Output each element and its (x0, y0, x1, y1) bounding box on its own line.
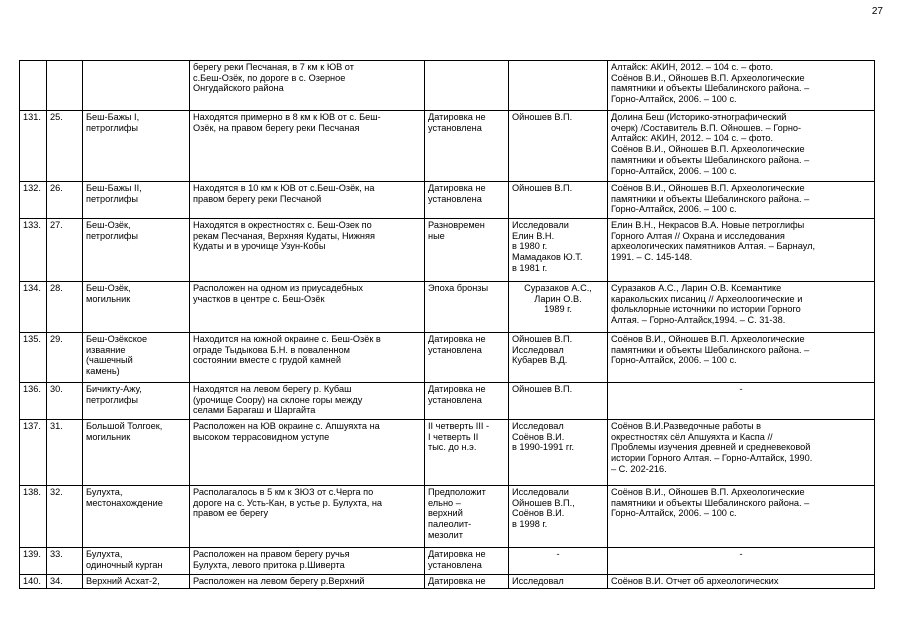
monument-name-cell: Булухта, одиночный курган (83, 548, 190, 575)
monument-name-cell: Беш-Бажы I, петроглифы (83, 111, 190, 182)
row-number-cell: 133. (20, 219, 47, 282)
researcher-cell: Ойношев В.П. Исследовал Кубарев В.Д. (509, 333, 608, 383)
monument-name-cell: Бичикту-Ажу, петроглифы (83, 383, 190, 420)
monument-name-cell: Булухта, местонахождение (83, 486, 190, 548)
literature-cell: Долина Беш (Историко-этнографический очерк) /Составитель В.П. Ойношев. – Горно- Алтайск: АКИН, 2012. – 104 с. – фото. Соёнов В.И., Ойношев В.П. Археологические памятники и объекты Шебалинского района. – Горно-Алтайск, 2006. – 100 с. (608, 111, 875, 182)
dating-cell: Датировка не установлена (425, 111, 509, 182)
table-row (20, 383, 875, 420)
literature-cell: Соёнов В.И., Ойношев В.П. Археологические памятники и объекты Шебалинского района. – Горно-Алтайск, 2006. – 100 с. (608, 182, 875, 219)
table-row (20, 282, 875, 333)
literature-cell: Суразаков А.С., Ларин О.В. Ксемантике каракольских писаниц // Археолоогические и фольклорные источники по истории Горного Алтая. – Горно-Алтайск,1994. – С. 31-38. (608, 282, 875, 333)
dating-cell (425, 61, 509, 111)
location-cell: Расположен на правом берегу ручья Булухта, левого притока р.Шиверта (190, 548, 425, 575)
location-cell: Расположен на ЮВ окраине с. Апшуяхта на высоком террасовидном уступе (190, 420, 425, 486)
row-number-cell: 139. (20, 548, 47, 575)
researcher-cell: Ойношев В.П. (509, 111, 608, 182)
literature-cell: Соёнов В.И.Разведочные работы в окрестностях сёл Апшуяхта и Каспа // Проблемы изучения древней и средневековой истории Горного Алтая. – Горно-Алтайск, 1990. – С. 202-216. (608, 420, 875, 486)
sub-number-cell: 32. (47, 486, 83, 548)
location-cell: Находятся в окрестностях с. Беш-Озек по рекам Песчаная, Верхняя Кудаты, Нижняя Кудаты и в урочище Узун-Кобы (190, 219, 425, 282)
sub-number-cell: 28. (47, 282, 83, 333)
sub-number-cell: 30. (47, 383, 83, 420)
page-number: 27 (871, 6, 883, 17)
table-row (20, 61, 875, 111)
dating-cell: Датировка не (425, 575, 509, 589)
location-cell: Расположен на одном из приусадебных участков в центре с. Беш-Озёк (190, 282, 425, 333)
location-cell: берегу реки Песчаная, в 7 км к ЮВ от с.Беш-Озёк, по дороге в с. Озерное Онгудайского района (190, 61, 425, 111)
researcher-cell: Исследовал Соёнов В.И. в 1990-1991 гг. (509, 420, 608, 486)
monument-name-cell: Беш-Озёк, могильник (83, 282, 190, 333)
literature-cell: Алтайск: АКИН, 2012. – 104 с. – фото. Соёнов В.И., Ойношев В.П. Археологические памятники и объекты Шебалинского района. – Горно-Алтайск, 2006. – 100 с. (608, 61, 875, 111)
dating-cell: Датировка не установлена (425, 182, 509, 219)
sub-number-cell: 26. (47, 182, 83, 219)
table-row (20, 486, 875, 548)
dating-cell: Эпоха бронзы (425, 282, 509, 333)
sub-number-cell: 34. (47, 575, 83, 589)
researcher-cell: Ойношев В.П. (509, 383, 608, 420)
researcher-cell: Ойношев В.П. (509, 182, 608, 219)
table-row (20, 420, 875, 486)
row-number-cell: 137. (20, 420, 47, 486)
monument-name-cell: Беш-Озёкское изваяние (чашечный камень) (83, 333, 190, 383)
row-number-cell: 134. (20, 282, 47, 333)
researcher-cell: Исследовал (509, 575, 608, 589)
literature-cell: Елин В.Н., Некрасов В.А. Новые петроглифы Горного Алтая // Охрана и исследования археологических памятников Алтая. – Барнаул, 1991. – С. 145-148. (608, 219, 875, 282)
literature-cell: Соёнов В.И. Отчет об археологических (608, 575, 875, 589)
monument-name-cell: Беш-Бажы II, петроглифы (83, 182, 190, 219)
table-row (20, 111, 875, 182)
table-row (20, 548, 875, 575)
researcher-cell: Суразаков А.С., Ларин О.В. 1989 г. (509, 282, 608, 333)
location-cell: Располагалось в 5 км к ЗЮЗ от с.Черга по дороге на с. Усть-Кан, в устье р. Булухта, на правом ее берегу (190, 486, 425, 548)
sub-number-cell: 25. (47, 111, 83, 182)
monument-name-cell: Большой Толгоек, могильник (83, 420, 190, 486)
literature-cell: Соёнов В.И., Ойношев В.П. Археологические памятники и объекты Шебалинского района. – Горно-Алтайск, 2006. – 100 с. (608, 333, 875, 383)
monuments-table (19, 60, 875, 589)
dating-cell: Датировка не установлена (425, 383, 509, 420)
table-row (20, 219, 875, 282)
table-row (20, 182, 875, 219)
row-number-cell: 135. (20, 333, 47, 383)
location-cell: Находятся примерно в 8 км к ЮВ от с. Беш- Озёк, на правом берегу реки Песчаная (190, 111, 425, 182)
dating-cell: Датировка не установлена (425, 548, 509, 575)
table-row (20, 333, 875, 383)
dating-cell: Датировка не установлена (425, 333, 509, 383)
dating-cell: II четверть III - I четверть II тыс. до н.э. (425, 420, 509, 486)
location-cell: Находится на южной окраине с. Беш-Озёк в ограде Тыдыкова Б.Н. в поваленном состоянии вместе с грудой камней (190, 333, 425, 383)
researcher-cell (509, 61, 608, 111)
monument-name-cell (83, 61, 190, 111)
literature-cell: Соёнов В.И., Ойношев В.П. Археологические памятники и объекты Шебалинского района. – Горно-Алтайск, 2006. – 100 с. (608, 486, 875, 548)
row-number-cell: 132. (20, 182, 47, 219)
literature-cell: - (608, 548, 875, 575)
row-number-cell: 131. (20, 111, 47, 182)
sub-number-cell: 31. (47, 420, 83, 486)
location-cell: Расположен на левом берегу р.Верхний (190, 575, 425, 589)
row-number-cell: 138. (20, 486, 47, 548)
dating-cell: Разновремен ные (425, 219, 509, 282)
row-number-cell (20, 61, 47, 111)
sub-number-cell: 27. (47, 219, 83, 282)
literature-cell: - (608, 383, 875, 420)
location-cell: Находятся в 10 км к ЮВ от с.Беш-Озёк, на правом берегу реки Песчаной (190, 182, 425, 219)
researcher-cell: Исследовали Елин В.Н. в 1980 г. Мамадаков Ю.Т. в 1981 г. (509, 219, 608, 282)
monument-name-cell: Беш-Озёк, петроглифы (83, 219, 190, 282)
dating-cell: Предположит ельно – верхний палеолит- мезолит (425, 486, 509, 548)
researcher-cell: Исследовали Ойношев В.П., Соёнов В.И. в 1998 г. (509, 486, 608, 548)
researcher-cell: - (509, 548, 608, 575)
sub-number-cell: 33. (47, 548, 83, 575)
monument-name-cell: Верхний Асхат-2, (83, 575, 190, 589)
sub-number-cell: 29. (47, 333, 83, 383)
row-number-cell: 136. (20, 383, 47, 420)
row-number-cell: 140. (20, 575, 47, 589)
table-row (20, 575, 875, 589)
location-cell: Находятся на левом берегу р. Кубаш (урочище Соору) на склоне горы между селами Барагаш и Шаргайта (190, 383, 425, 420)
sub-number-cell (47, 61, 83, 111)
